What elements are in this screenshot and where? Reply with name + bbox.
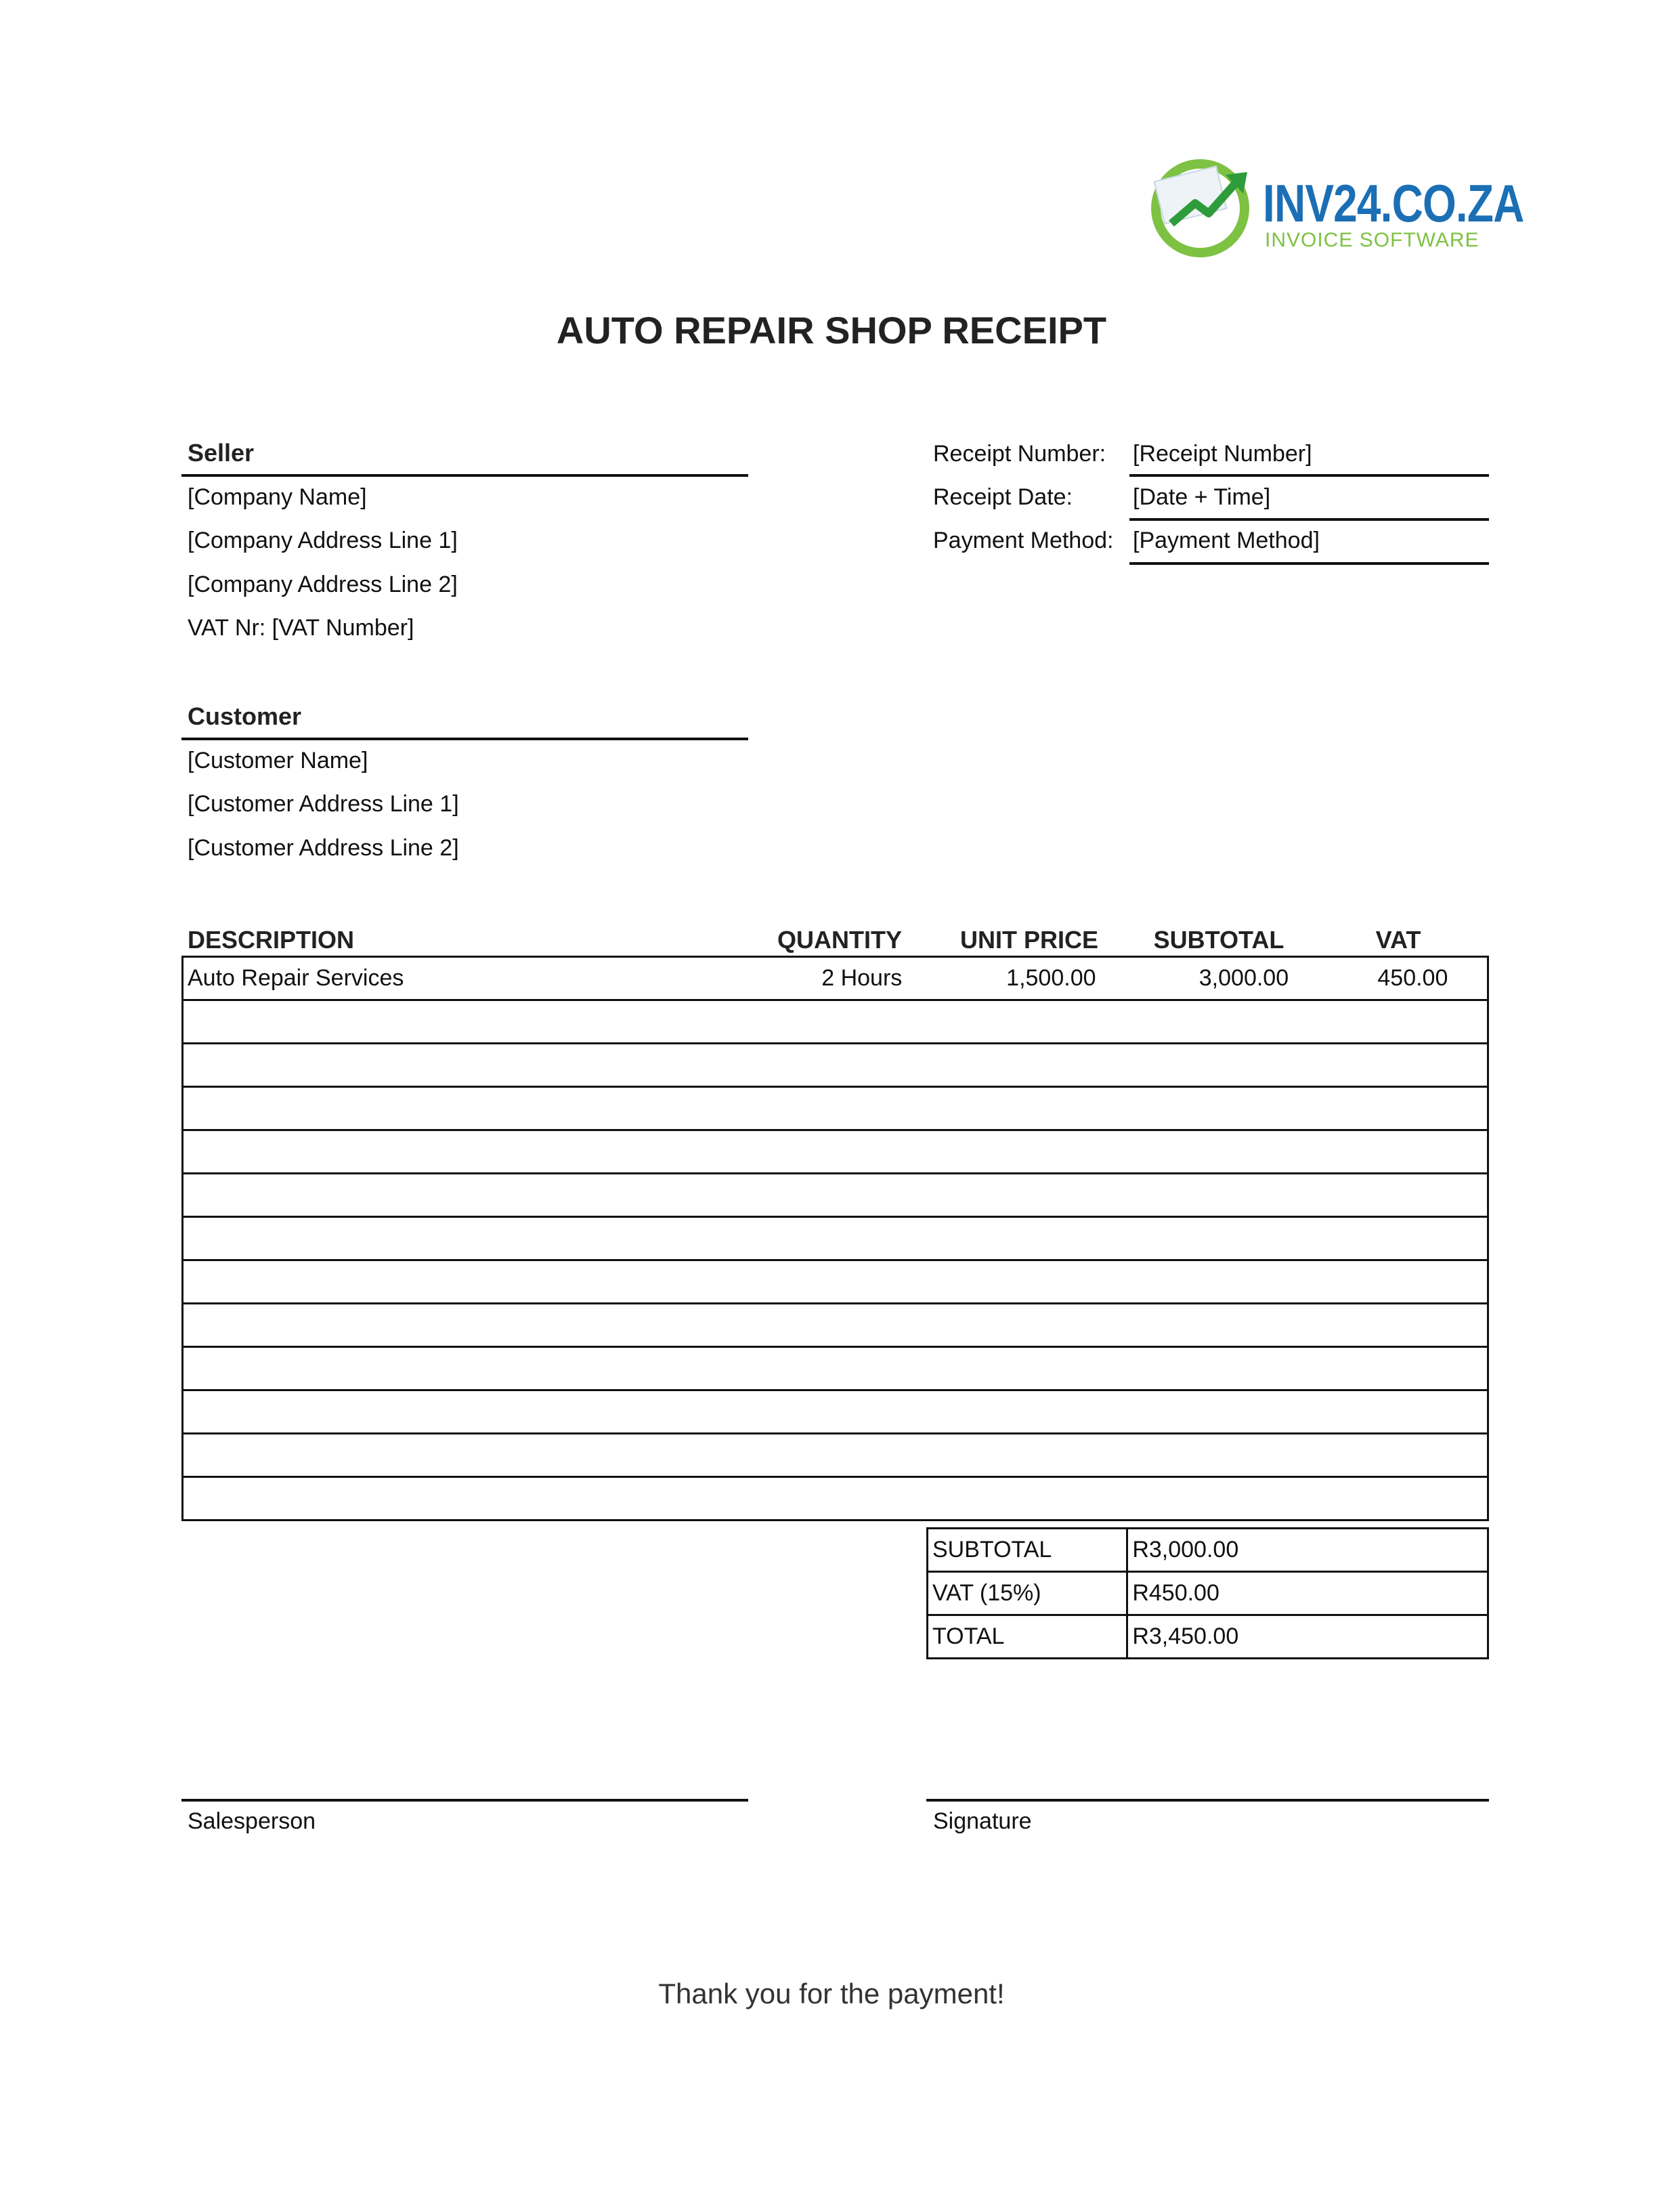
seller-address-line-1: [Company Address Line 1] [188,528,458,553]
seller-heading: Seller [188,439,255,467]
signature-line [926,1799,1489,1802]
item-unit-price: 1,500.00 [953,957,1150,1000]
table-row [183,1087,1488,1130]
thank-you-message: Thank you for the payment! [658,1978,1005,2009]
totals-row-subtotal [928,1529,1488,1572]
empty-row-cell [183,1347,1488,1390]
customer-heading: Customer [188,702,302,730]
table-row [183,1434,1488,1477]
company-logo [1151,149,1524,264]
empty-row-cell [183,1087,1488,1130]
page-title: AUTO REPAIR SHOP RECEIPT [556,309,1107,352]
column-header-quantity: QUANTITY [777,926,902,954]
totals-table [926,1527,1489,1659]
empty-row-cell [183,1000,1488,1044]
payment-method-value: [Payment Method] [1133,528,1320,553]
subtotal-label: SUBTOTAL [928,1529,1127,1572]
table-row [183,1260,1488,1304]
seller-vat-number: VAT Nr: [VAT Number] [188,615,414,641]
column-header-description: DESCRIPTION [188,926,355,954]
item-vat: 450.00 [1339,957,1488,1000]
totals-row-total [928,1615,1488,1659]
signature-label: Signature [933,1808,1032,1834]
customer-divider [181,738,748,740]
item-description: Auto Repair Services [183,957,771,1000]
item-quantity: 2 Hours [771,957,953,1000]
receipt-date-label: Receipt Date: [933,484,1073,510]
logo-brand-text: INV24.CO.ZA [1263,173,1524,233]
empty-row-cell [183,1434,1488,1477]
table-row [183,957,1488,1000]
table-row [183,1304,1488,1347]
empty-row-cell [183,1044,1488,1087]
empty-row-cell [183,1477,1488,1520]
table-row [183,1044,1488,1087]
receipt-date-divider [1129,518,1489,521]
vat-value: R450.00 [1127,1572,1488,1615]
seller-address-line-2: [Company Address Line 2] [188,572,458,597]
customer-name: [Customer Name] [188,748,368,773]
column-header-subtotal: SUBTOTAL [1153,926,1284,954]
receipt-number-label: Receipt Number: [933,441,1106,467]
table-row [183,1174,1488,1217]
line-items-table [181,956,1489,1521]
table-row [183,1347,1488,1390]
seller-company-name: [Company Name] [188,484,367,510]
vat-label: VAT (15%) [928,1572,1127,1615]
table-row [183,1477,1488,1520]
receipt-number-divider [1129,474,1489,477]
customer-address-line-2: [Customer Address Line 2] [188,835,459,861]
empty-row-cell [183,1174,1488,1217]
table-row [183,1390,1488,1434]
salesperson-signature-line [181,1799,748,1802]
payment-method-divider [1129,562,1489,565]
receipt-date-value: [Date + Time] [1133,484,1271,510]
seller-divider [181,474,748,477]
table-row [183,1000,1488,1044]
subtotal-value: R3,000.00 [1127,1529,1488,1572]
table-row [183,1217,1488,1260]
total-label: TOTAL [928,1615,1127,1659]
empty-row-cell [183,1390,1488,1434]
customer-address-line-1: [Customer Address Line 1] [188,791,459,817]
empty-row-cell [183,1260,1488,1304]
trend-arrow-icon [1165,163,1253,237]
salesperson-label: Salesperson [188,1808,316,1834]
column-header-unit-price: UNIT PRICE [959,926,1098,954]
receipt-number-value: [Receipt Number] [1133,441,1312,467]
column-header-vat: VAT [1375,926,1421,954]
empty-row-cell [183,1130,1488,1174]
table-row [183,1130,1488,1174]
empty-row-cell [183,1304,1488,1347]
empty-row-cell [183,1217,1488,1260]
total-value: R3,450.00 [1127,1615,1488,1659]
payment-method-label: Payment Method: [933,528,1114,553]
logo-subtitle: INVOICE SOFTWARE [1265,229,1480,251]
totals-row-vat [928,1572,1488,1615]
item-subtotal: 3,000.00 [1149,957,1339,1000]
